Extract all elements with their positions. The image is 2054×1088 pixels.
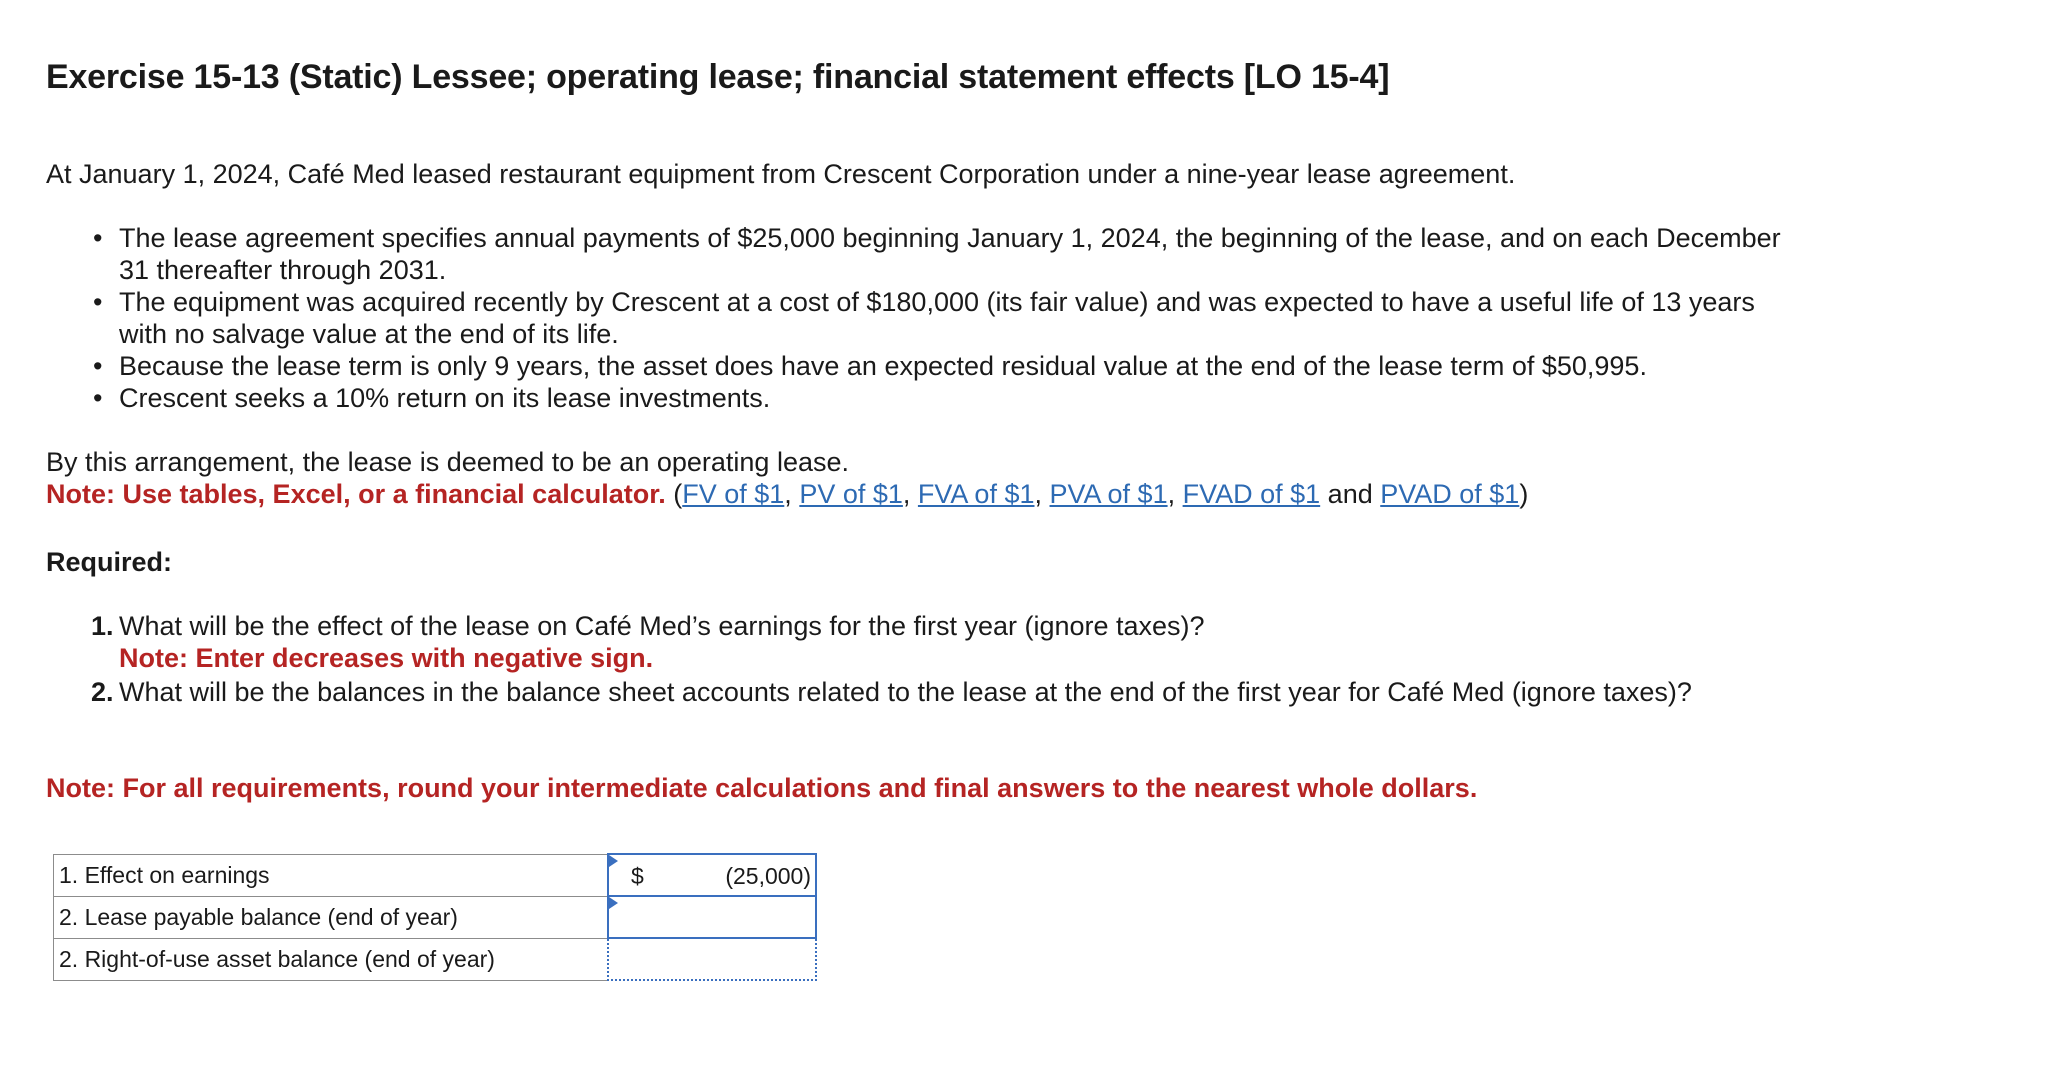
list-item [46,350,1809,382]
bullet-icon: • [93,351,103,381]
bullet-icon: • [93,223,103,253]
link-pv-of-1[interactable]: PV of $1 [799,479,903,509]
input-value: (25,000) [725,863,811,889]
bullet-text: The lease agreement specifies annual payments of $25,000 beginning January 1, 2024, the beginning of the lease, and on each December 31 thereafter through 2031. [119,223,1781,285]
link-pva-of-1[interactable]: PVA of $1 [1049,479,1168,509]
requirement-text: What will be the balances in the balance sheet accounts related to the lease at the end of the first year for Café Med (ignore taxes)? [119,677,1692,707]
list-item [46,286,1809,350]
cell-flag-icon [609,855,618,867]
tables-note-label: Note: Use tables, Excel, or a financial calculator. [46,479,666,509]
effect-on-earnings-input[interactable] [608,854,816,896]
bullet-icon: • [93,383,103,413]
requirement-number: 1. [91,611,114,641]
row-label: 1. Effect on earnings [54,854,609,896]
requirements-list [46,610,1766,708]
requirement-note: Note: Enter decreases with negative sign. [119,643,654,673]
right-of-use-asset-input[interactable] [608,938,816,980]
requirement-text: What will be the effect of the lease on Café Med’s earnings for the first year (ignore taxes)? [119,611,1205,641]
table-row [54,938,817,980]
exercise-title: Exercise 15-13 (Static) Lessee; operating lease; financial statement effects [LO 15-4] [46,58,1390,96]
bullet-text: Because the lease term is only 9 years, the asset does have an expected residual value at the end of the lease term of $50,995. [119,351,1647,381]
required-heading: Required: [46,547,173,577]
list-item [46,222,1809,286]
row-label: 2. Right-of-use asset balance (end of year) [54,938,609,980]
link-fva-of-1[interactable]: FVA of $1 [917,479,1035,509]
link-fvad-of-1[interactable]: FVAD of $1 [1182,479,1321,509]
tables-note: Note: Use tables, Excel, or a financial calculator. (FV of $1, PV of $1, FVA of $1, PVA of $1, FVAD of $1 and PVAD of $1) [46,479,1529,509]
cell-flag-icon [609,897,618,909]
requirement-number: 2. [91,677,114,707]
facts-list [46,222,1781,414]
arrangement-text: By this arrangement, the lease is deemed to be an operating lease. [46,447,849,477]
link-pvad-of-1[interactable]: PVAD of $1 [1380,479,1520,509]
requirement-1 [46,610,1809,674]
bullet-icon: • [93,287,103,317]
list-item [46,382,1809,414]
requirement-2 [46,676,1799,708]
bullet-text: The equipment was acquired recently by Crescent at a cost of $180,000 (its fair value) and was expected to have a useful life of 13 years with no salvage value at the end of its life. [119,287,1755,349]
table-row [54,896,817,938]
lease-payable-input[interactable] [608,896,816,938]
row-label: 2. Lease payable balance (end of year) [54,896,609,938]
currency-symbol: $ [631,863,644,889]
rounding-note: Note: For all requirements, round your intermediate calculations and final answers to the nearest whole dollars. [46,773,1478,803]
link-fv-of-1[interactable]: FV of $1 [682,479,785,509]
bullet-text: Crescent seeks a 10% return on its lease investments. [119,383,771,413]
intro-text: At January 1, 2024, Café Med leased restaurant equipment from Crescent Corporation under a nine-year lease agreement. [46,159,1516,189]
answer-table [53,853,817,981]
table-row [54,854,817,896]
